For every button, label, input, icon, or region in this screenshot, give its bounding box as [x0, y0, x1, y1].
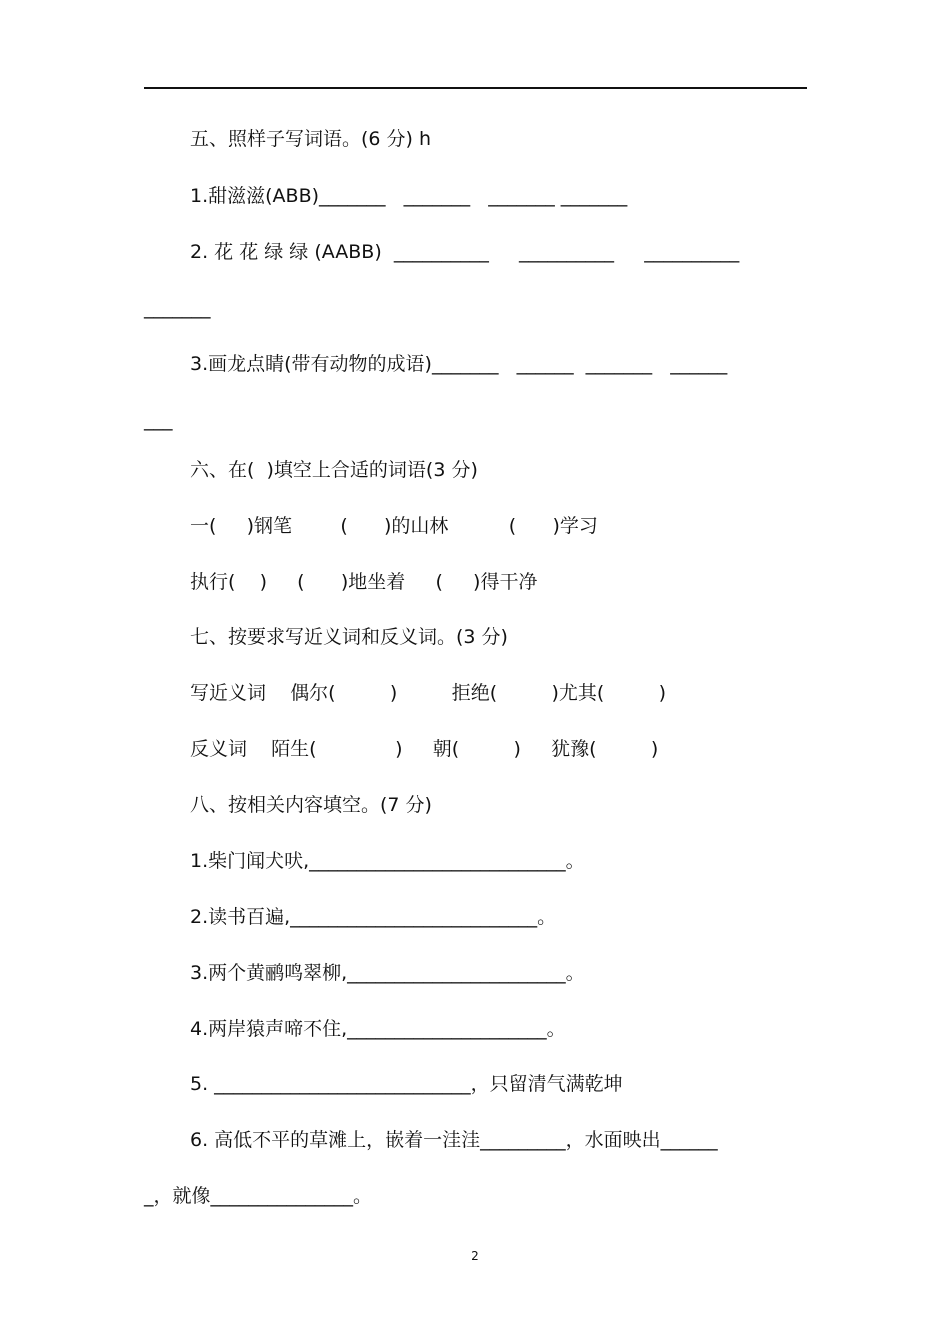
- section-8-heading: 八、按相关内容填空。(7 分): [190, 794, 432, 816]
- page-number: 2: [471, 1249, 479, 1263]
- synonym-row: 写近义词 偶尔( ) 拒绝( )尤其( ): [190, 682, 667, 704]
- question-6-row-1: 一( )钢笔 ( )的山林 ( )学习: [190, 515, 598, 537]
- question-8-1: 1.柴门闻犬吠,___________________________。: [190, 850, 585, 872]
- question-8-6: 6. 高低不平的草滩上，嵌着一洼洼_________，水面映出______: [190, 1129, 718, 1151]
- question-5-3: 3.画龙点睛(带有动物的成语)_______ ______ _______ ______: [190, 353, 728, 375]
- antonym-row: 反义词 陌生( ) 朝( ) 犹豫( ): [190, 738, 659, 760]
- question-8-6-continued: _，就像_______________。: [144, 1185, 373, 1207]
- question-5-1: 1.甜滋滋(ABB)_______ _______ _______ _______: [190, 185, 628, 207]
- question-5-3-continued: ___: [144, 409, 173, 431]
- question-8-2: 2.读书百遍,__________________________。: [190, 906, 557, 928]
- section-6-heading: 六、在( )填空上合适的词语(3 分): [190, 459, 478, 481]
- question-5-2: 2. 花 花 绿 绿 (AABB) __________ __________ __________: [190, 241, 740, 263]
- section-5-heading: 五、照样子写词语。(6 分) h: [190, 128, 432, 150]
- header-rule: [144, 87, 807, 89]
- question-8-3: 3.两个黄鹂鸣翠柳,_______________________。: [190, 962, 585, 984]
- question-8-5: 5. ___________________________，只留清气满乾坤: [190, 1073, 623, 1095]
- section-7-heading: 七、按要求写近义词和反义词。(3 分): [190, 626, 508, 648]
- question-6-row-2: 执行( ) ( )地坐着 ( )得干净: [190, 571, 538, 593]
- question-8-4: 4.两岸猿声啼不住,_____________________。: [190, 1018, 566, 1040]
- question-5-2-continued: _______: [144, 297, 211, 319]
